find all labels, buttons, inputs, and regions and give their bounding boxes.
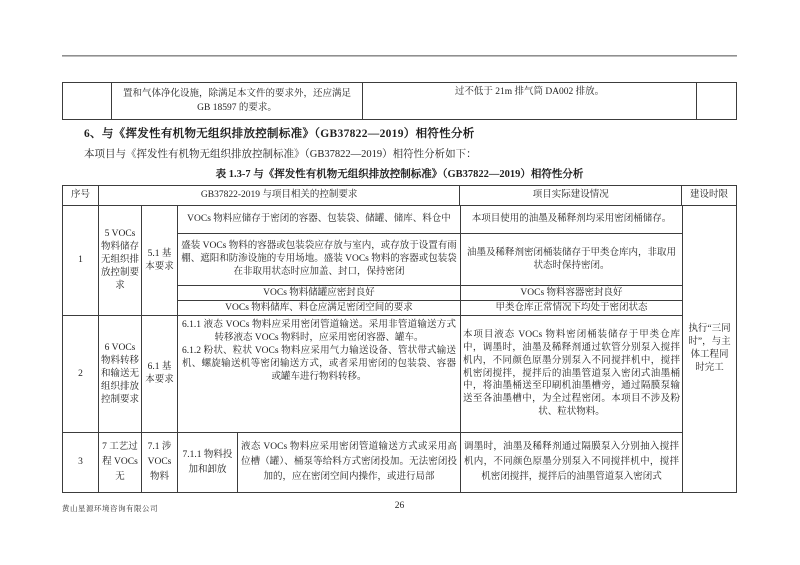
header-period: 建设时限 [682,186,737,206]
footer-company: 黄山星源环境咨询有限公司 [62,504,158,513]
continuation-requirement-cell: 置和气体净化设施，除满足本文件的要求外，还应满足 GB 18597 的要求。 [112,83,363,119]
requirement-cell: 盛装 VOCs 物料的容器或包装袋应存放与室内，或存放于设置有雨棚、遮阳和防渗设施的专用场地。盛装 VOCs 物料的容器或包装袋在非取用状态时应加盖、封口，保持密闭 [178,234,460,286]
requirement-clause-2: 6.1.2 粉状、粒状 VOCs 物料应采用气力输送设备、管状带式输送机、螺旋输送机等密闭输送方式，或者采用密闭的包装袋、容器或罐车进行物料转移。 [182,346,456,382]
requirement-stack [178,206,461,316]
requirement-cell: VOCs 物料储库、料仓应满足密闭空间的要求 [178,301,460,316]
continuation-table [62,82,737,120]
intro-paragraph: 本项目与《挥发性有机物无组织排放控制标准》（GB37822—2019）相符性分析如下： [84,149,477,160]
actual-cell: VOCs 物料容器密封良好 [461,286,682,301]
header-requirement: GB37822-2019 与项目相关的控制要求 [99,186,460,206]
header-actual: 项目实际建设情况 [460,186,682,206]
page-number: 26 [394,501,405,511]
requirement-cell: 液态 VOCs 物料应采用密闭管道输送方式或采用高位槽（罐）、桶泵等给料方式密闭投加。无法密闭投加的，应在密闭空间内操作，或进行局部 [238,433,461,493]
table-body [63,206,737,493]
seq-cell: 1 [63,206,99,316]
table-row [63,206,683,316]
period-cell: 执行“三同时”，与主体工程同时完工 [683,206,737,493]
continuation-period-cell [697,83,736,119]
table-row [63,316,683,433]
category-cell: 5 VOCs 物料储存无组织排放控制要求 [99,206,142,316]
section-heading: 6、与《挥发性有机物无组织排放控制标准》（GB37822—2019）相符性分析 [84,128,475,140]
subclause-cell: 7.1.1 物料投加和卸放 [178,433,238,493]
clause-cell: 5.1 基本要求 [142,206,178,316]
table-row [63,433,683,493]
header-seq: 序号 [63,186,99,206]
actual-cell: 调墨时，油墨及稀释剂通过隔膜泵入分别抽入搅拌机内，不同颜色原墨分别泵入不同搅拌机中，搅拌机密闭搅拌，搅拌后的油墨管道泵入密闭式 [461,433,683,493]
actual-cell: 本项目液态 VOCs 物料密闭桶装储存于甲类仓库中，调墨时，油墨及稀释剂通过软管分别泵入搅拌机内，不同颜色原墨分别泵入不同搅拌机中，搅拌机密闭搅拌，搅拌后的油墨管道泵入密闭式油墨桶中，将油墨桶送至印刷机油墨槽旁，通过隔膜泵输送至各油墨槽中，为全过程密闭。本项目不涉及粉状、粒状物料。 [461,316,683,433]
actual-cell: 油墨及稀释剂密闭桶装储存于甲类仓库内，非取用状态时保持密闭。 [461,234,682,286]
continuation-actual-cell: 过不低于 21m 排气筒 DA002 排放。 [363,83,697,119]
requirement-clause-1: 6.1.1 液态 VOCs 物料应采用密闭管道输送。采用非管道输送方式转移液态 VOCs 物料时，应采用密闭容器、罐车。 [182,320,456,343]
requirement-cell: VOCs 物料储罐应密封良好 [178,286,460,301]
clause-cell: 7.1 涉 VOCs 物料 [142,433,178,493]
seq-cell: 3 [63,433,99,493]
table-header-row [63,186,737,206]
table-title: 表 1.3-7 与《挥发性有机物无组织排放控制标准》（GB37822—2019）相符性分析 [215,169,584,180]
clause-cell: 6.1 基本要求 [142,316,178,433]
compliance-table [62,185,737,493]
actual-stack [461,206,683,316]
actual-cell: 本项目使用的油墨及稀释剂均采用密闭桶储存。 [461,206,682,234]
requirement-cell: VOCs 物料应储存于密闭的容器、包装袋、储罐、储库、料仓中 [178,206,460,234]
header-rule [62,55,737,57]
category-cell: 6 VOCs 物料转移和输送无组织排放控制要求 [99,316,142,433]
requirement-cell [178,316,461,433]
actual-cell: 甲类仓库正常情况下均处于密闭状态 [461,301,682,316]
category-cell: 7 工艺过程 VOCs 无 [99,433,142,493]
seq-cell: 2 [63,316,99,433]
continuation-seq-cell [63,83,112,119]
